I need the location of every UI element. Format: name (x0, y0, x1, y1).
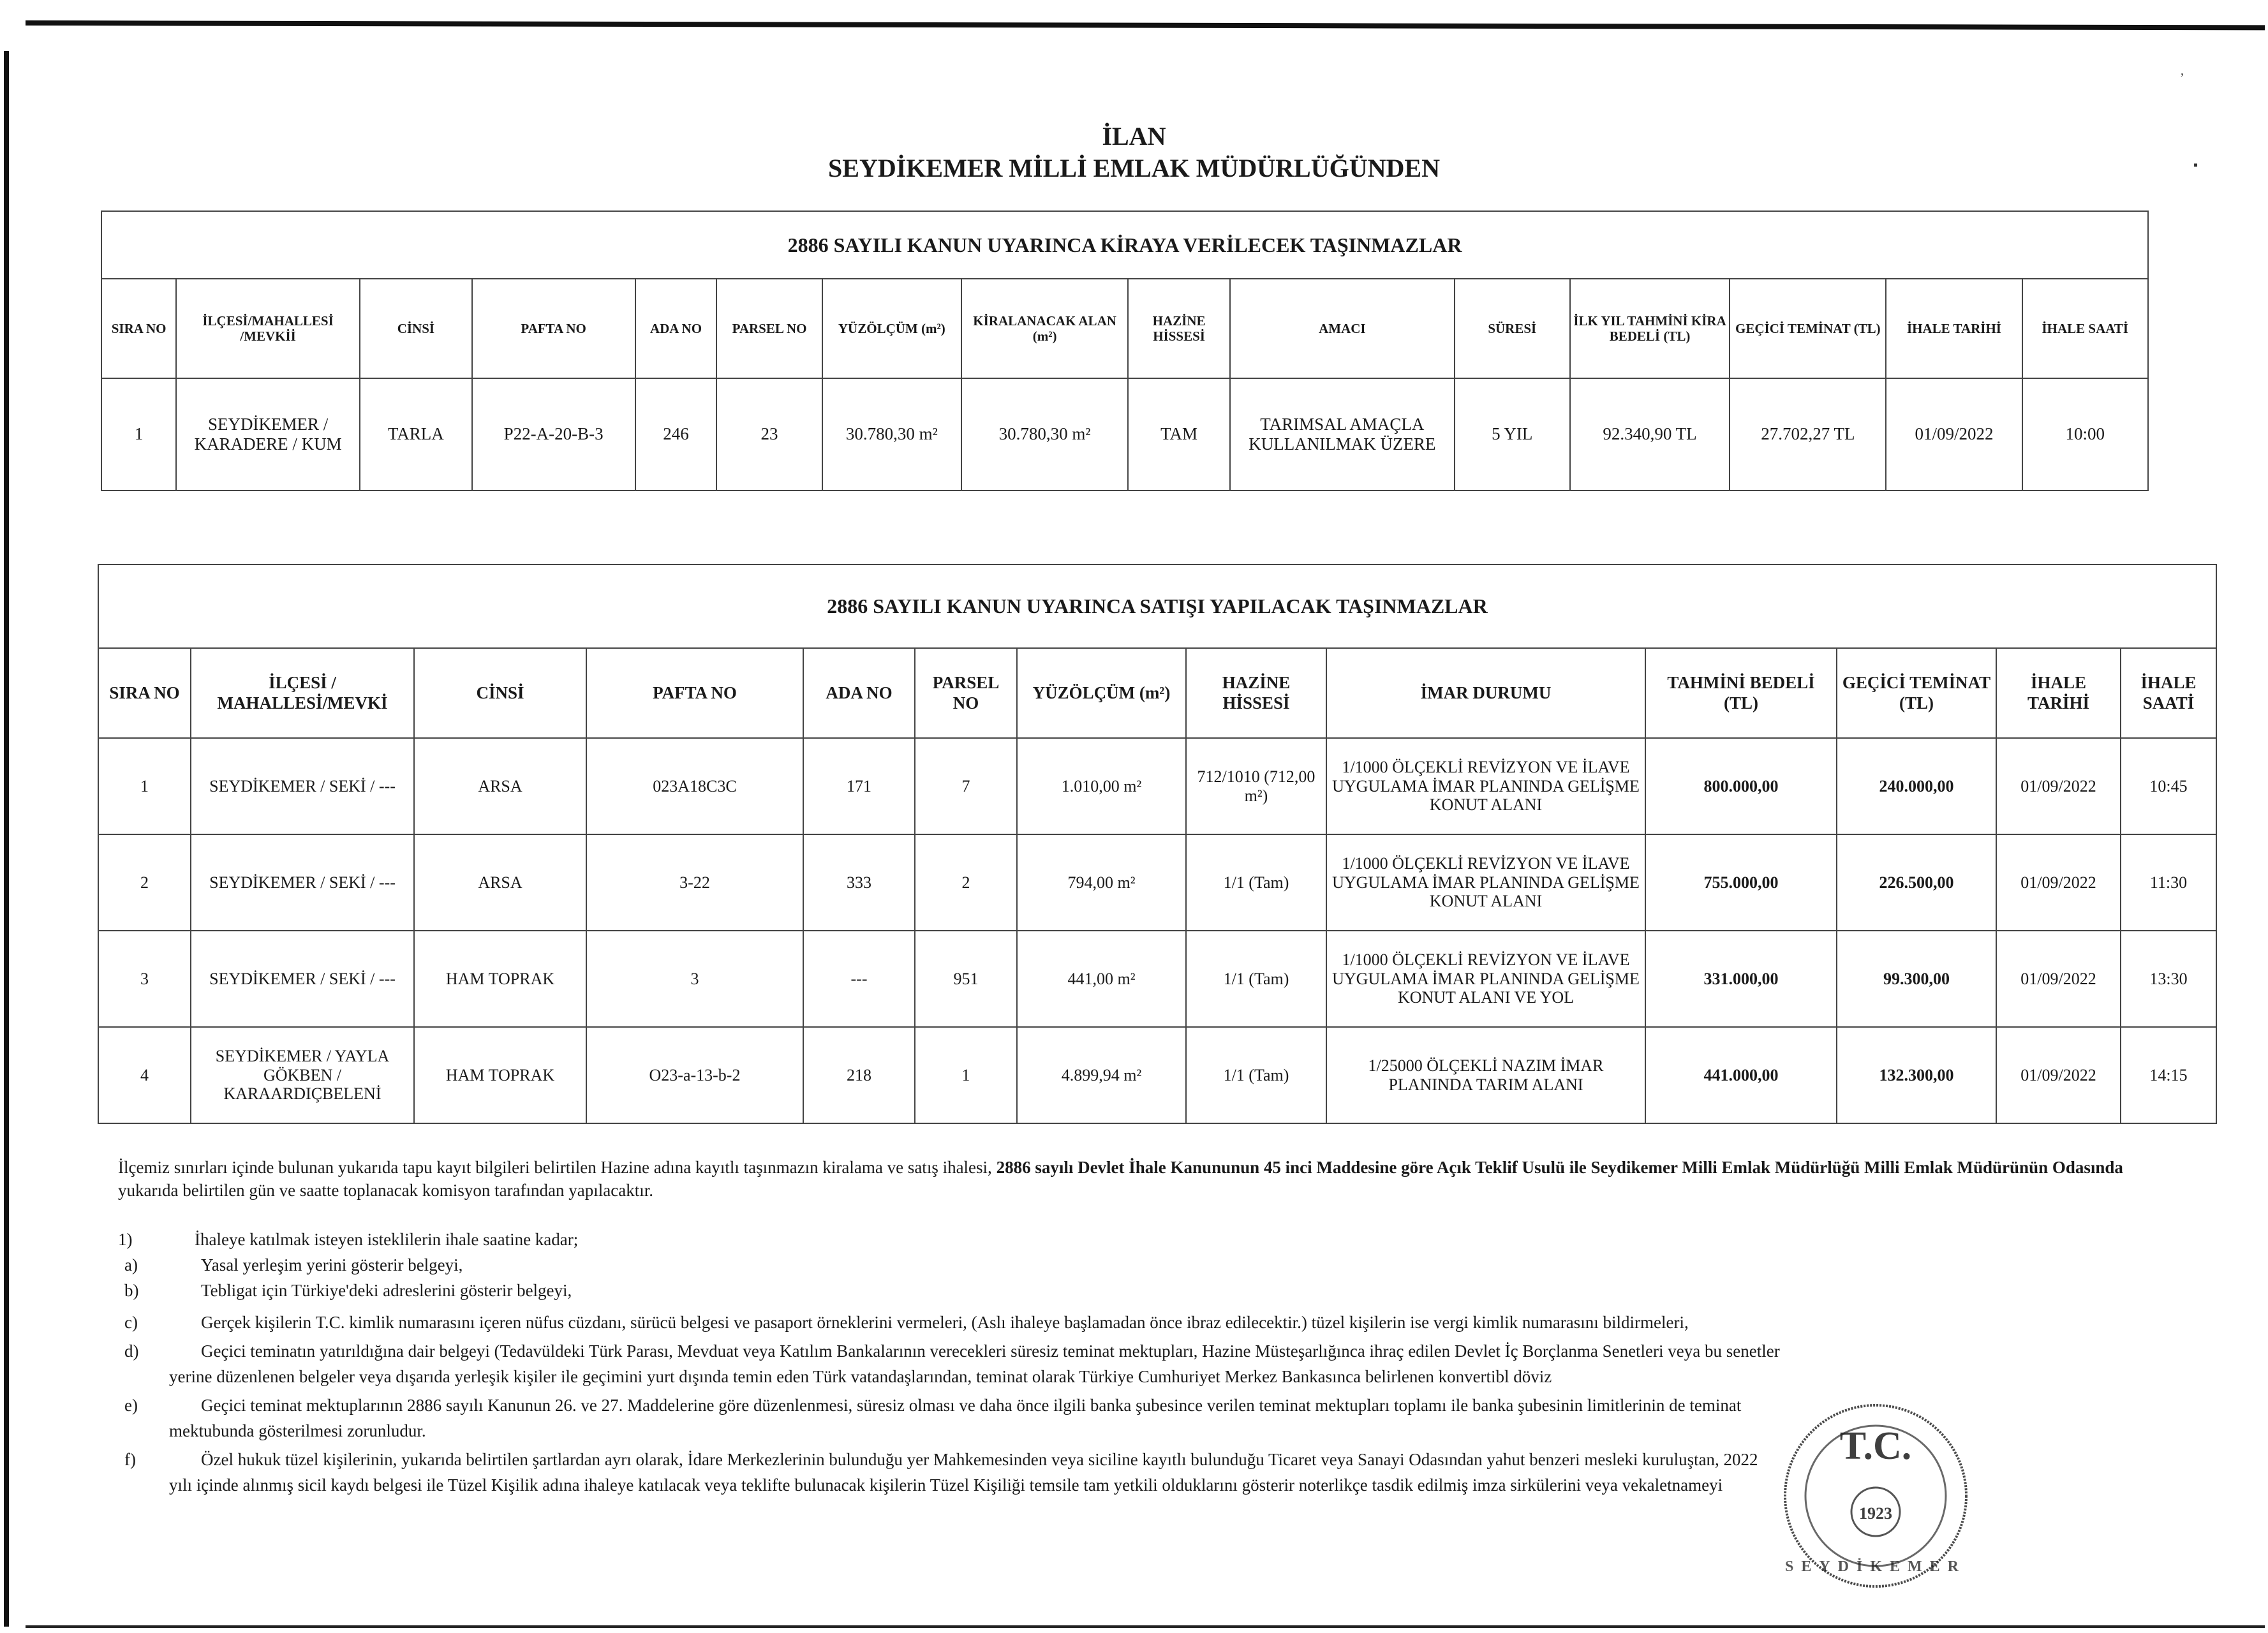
table-cell: SEYDİKEMER / YAYLA GÖKBEN / KARAARDIÇBELENİ (191, 1027, 414, 1123)
scan-edge-bottom (26, 1625, 2265, 1628)
table-cell: 333 (803, 834, 915, 931)
item-text: Geçici teminat mektuplarının 2886 sayılı Kanunun 26. ve 27. Maddelerine göre düzenlenmesi, süresiz olması ve daha önce ilgili banka şubesince verilen teminat mektupları toplamı ile banka şubesinin limitlerinin de teminat (201, 1396, 1742, 1415)
table-cell: 10:00 (2022, 378, 2148, 491)
column-header: PARSEL NO (716, 279, 822, 378)
table-cell: 01/09/2022 (1996, 1027, 2121, 1123)
table-cell: ARSA (414, 738, 586, 834)
table-cell: HAM TOPRAK (414, 931, 586, 1027)
table-cell: 23 (716, 378, 822, 491)
table-cell: --- (803, 931, 915, 1027)
table-cell: 171 (803, 738, 915, 834)
table-cell: 1/1000 ÖLÇEKLİ REVİZYON VE İLAVE UYGULAMA İMAR PLANINDA GELİŞME KONUT ALANI (1326, 738, 1645, 834)
table-cell: 1/1000 ÖLÇEKLİ REVİZYON VE İLAVE UYGULAMA İMAR PLANINDA GELİŞME KONUT ALANI (1326, 834, 1645, 931)
sale-properties-table (98, 564, 2217, 1124)
item-label: c) (124, 1313, 138, 1332)
column-header: YÜZÖLÇÜM (m²) (822, 279, 961, 378)
table-cell: 01/09/2022 (1996, 738, 2121, 834)
table-row (98, 1027, 2216, 1123)
clause-label: 1) (118, 1230, 133, 1249)
column-header: İLÇESİ/MAHALLESİ /MEVKİİ (176, 279, 360, 378)
sale-table-caption: 2886 SAYILI KANUN UYARINCA SATIŞI YAPILACAK TAŞINMAZLAR (98, 565, 2216, 648)
clause-item-d (118, 1340, 2147, 1363)
table-cell: 01/09/2022 (1886, 378, 2022, 491)
column-header: İMAR DURUMU (1326, 648, 1645, 738)
column-header: İLK YIL TAHMİNİ KİRA BEDELİ (TL) (1570, 279, 1730, 378)
table-cell: 246 (635, 378, 717, 491)
table-cell: TARLA (360, 378, 472, 491)
column-header: HAZİNE HİSSESİ (1186, 648, 1326, 738)
column-header: İHALE TARİHİ (1996, 648, 2121, 738)
column-header: YÜZÖLÇÜM (m²) (1017, 648, 1186, 738)
table-cell: 1 (98, 738, 191, 834)
column-header: İHALE SAATİ (2022, 279, 2148, 378)
page-subtitle: SEYDİKEMER MİLLİ EMLAK MÜDÜRLÜĞÜNDEN (828, 154, 1440, 182)
column-header: SÜRESİ (1455, 279, 1570, 378)
column-header: PAFTA NO (586, 648, 803, 738)
column-header: CİNSİ (414, 648, 586, 738)
table-cell: 1/25000 ÖLÇEKLİ NAZIM İMAR PLANINDA TARIM ALANI (1326, 1027, 1645, 1123)
table-cell: 1/1 (Tam) (1186, 834, 1326, 931)
table-row (101, 378, 2148, 491)
table-cell: 10:45 (2121, 738, 2216, 834)
table-cell: 92.340,90 TL (1570, 378, 1730, 491)
table-cell: 30.780,30 m² (961, 378, 1128, 491)
clause-item-f-continuation: yılı içinde alınmış sicil kaydı belgesi ile Tüzel Kişilik adına ihaleye katılacak veya teklifte bulunacak kişilerin Tüzel Kişiliği temsile tam yetkili olduklarını gösterir noterlikçe tasdik edilmiş imza sirkülerini veya vekaletnameyi (169, 1475, 1723, 1495)
table-cell: 1/1000 ÖLÇEKLİ REVİZYON VE İLAVE UYGULAMA İMAR PLANINDA GELİŞME KONUT ALANI VE YOL (1326, 931, 1645, 1027)
table-cell: 1/1 (Tam) (1186, 931, 1326, 1027)
table-cell: 3-22 (586, 834, 803, 931)
table-cell: 1.010,00 m² (1017, 738, 1186, 834)
table-cell: 755.000,00 (1645, 834, 1837, 931)
table-cell: HAM TOPRAK (414, 1027, 586, 1123)
column-header: PAFTA NO (472, 279, 635, 378)
item-text: Geçici teminatın yatırıldığına dair belgeyi (Tedavüldeki Türk Parası, Mevduat veya Katılım Bankalarının verecekleri süresiz teminat mektupları, Hazine Müsteşarlığınca ihraç edilen Devlet İç Borçlanma Senetleri veya bu senetler (201, 1341, 1780, 1361)
table-cell: 240.000,00 (1837, 738, 1996, 834)
intro-text: İlçemiz sınırları içinde bulunan yukarıda tapu kayıt bilgileri belirtilen Hazine adına kayıtlı taşınmazın kiralama ve satış ihalesi, (118, 1158, 997, 1177)
page-title: İLAN (1102, 122, 1166, 151)
clause-item-a (118, 1253, 2147, 1276)
table-cell: 1 (101, 378, 176, 491)
column-header: TAHMİNİ BEDELİ (TL) (1645, 648, 1837, 738)
table-cell: 4 (98, 1027, 191, 1123)
intro-paragraph (118, 1156, 2137, 1202)
item-label: d) (124, 1341, 139, 1361)
table-cell: 023A18C3C (586, 738, 803, 834)
table-cell: 951 (915, 931, 1017, 1027)
column-header: İHALE TARİHİ (1886, 279, 2022, 378)
column-header: HAZİNE HİSSESİ (1128, 279, 1230, 378)
table-cell: 226.500,00 (1837, 834, 1996, 931)
table-cell: P22-A-20-B-3 (472, 378, 635, 491)
seal-ring-text: SEYDİKEMER (1784, 1558, 1967, 1575)
clause-item-d-continuation: yerine düzenlenen belgeler veya dışarıda yerleşik kişiler ile geçimini yurt dışında temin eden Türk vatandaşlarından, teminat olarak Türkiye Cumhuriyet Merkez Bankasınca belirlenen konvertibl döviz (169, 1367, 1552, 1386)
table-row (98, 834, 2216, 931)
table-cell: 712/1010 (712,00 m²) (1186, 738, 1326, 834)
column-header: KİRALANACAK ALAN (m²) (961, 279, 1128, 378)
table-cell: 800.000,00 (1645, 738, 1837, 834)
clause-1 (118, 1228, 2147, 1251)
clause-text: İhaleye katılmak isteyen isteklilerin ihale saatine kadar; (195, 1230, 579, 1249)
sale-table-header-row (98, 648, 2216, 738)
intro-bold-text: 2886 sayılı Devlet İhale Kanununun 45 inci Maddesine göre Açık Teklif Usulü ile Seydikemer Milli Emlak Müdürlüğü Milli Emlak Müdürünün Odasında (996, 1158, 2123, 1177)
column-header: İHALE SAATİ (2121, 648, 2216, 738)
table-cell: TARIMSAL AMAÇLA KULLANILMAK ÜZERE (1230, 378, 1455, 491)
column-header: GEÇİCİ TEMİNAT (TL) (1837, 648, 1996, 738)
item-label: e) (124, 1396, 138, 1415)
intro-text: yukarıda belirtilen gün ve saatte toplanacak komisyon tarafından yapılacaktır. (118, 1181, 653, 1200)
official-seal-stamp (1780, 1400, 1971, 1592)
clause-item-b (118, 1279, 2147, 1302)
seal-year: 1923 (1859, 1504, 1892, 1523)
table-cell: 7 (915, 738, 1017, 834)
clause-item-c (118, 1311, 2147, 1334)
scan-edge-top (26, 20, 2265, 30)
column-header: İLÇESİ / MAHALLESİ/MEVKİ (191, 648, 414, 738)
table-cell: SEYDİKEMER / SEKİ / --- (191, 931, 414, 1027)
table-cell: 1 (915, 1027, 1017, 1123)
item-label: a) (124, 1255, 138, 1275)
rental-properties-table (101, 211, 2149, 491)
table-cell: TAM (1128, 378, 1230, 491)
table-cell: 01/09/2022 (1996, 931, 2121, 1027)
clause-item-e-continuation: mektubunda gösterilmesi zorunludur. (169, 1421, 426, 1440)
column-header: CİNSİ (360, 279, 472, 378)
item-label: b) (124, 1281, 139, 1300)
scan-speck: ▪ (2193, 158, 2198, 172)
table-cell: 218 (803, 1027, 915, 1123)
column-header: PARSEL NO (915, 648, 1017, 738)
table-cell: 11:30 (2121, 834, 2216, 931)
table-cell: SEYDİKEMER / SEKİ / --- (191, 738, 414, 834)
table-cell: 27.702,27 TL (1730, 378, 1886, 491)
table-cell: 5 YIL (1455, 378, 1570, 491)
table-cell: 2 (915, 834, 1017, 931)
table-cell: 99.300,00 (1837, 931, 1996, 1027)
table-cell: 14:15 (2121, 1027, 2216, 1123)
table-cell: 2 (98, 834, 191, 931)
rental-table-header-row (101, 279, 2148, 378)
table-cell: ARSA (414, 834, 586, 931)
table-cell: 13:30 (2121, 931, 2216, 1027)
scan-speck: , (2181, 64, 2184, 78)
table-cell: 01/09/2022 (1996, 834, 2121, 931)
column-header: GEÇİCİ TEMİNAT (TL) (1730, 279, 1886, 378)
rental-table-caption: 2886 SAYILI KANUN UYARINCA KİRAYA VERİLECEK TAŞINMAZLAR (101, 211, 2148, 279)
item-label: f) (124, 1450, 136, 1469)
item-text: Tebligat için Türkiye'deki adreslerini gösterir belgeyi, (201, 1281, 572, 1300)
table-cell: 441.000,00 (1645, 1027, 1837, 1123)
table-cell: SEYDİKEMER / KARADERE / KUM (176, 378, 360, 491)
table-row (98, 738, 2216, 834)
table-cell: 794,00 m² (1017, 834, 1186, 931)
item-text: Yasal yerleşim yerini gösterir belgeyi, (201, 1255, 463, 1275)
column-header: SIRA NO (101, 279, 176, 378)
table-cell: 3 (98, 931, 191, 1027)
scan-edge-left (4, 51, 9, 1627)
table-cell: SEYDİKEMER / SEKİ / --- (191, 834, 414, 931)
table-cell: 3 (586, 931, 803, 1027)
column-header: ADA NO (635, 279, 717, 378)
column-header: AMACI (1230, 279, 1455, 378)
table-cell: 331.000,00 (1645, 931, 1837, 1027)
seal-letters: T.C. (1839, 1424, 1912, 1468)
table-row (98, 931, 2216, 1027)
table-cell: 132.300,00 (1837, 1027, 1996, 1123)
table-cell: 441,00 m² (1017, 931, 1186, 1027)
item-text: Özel hukuk tüzel kişilerinin, yukarıda belirtilen şartlardan ayrı olarak, İdare Merkezlerinin bulunduğu yer Mahkemesinden veya siciline kayıtlı bulunduğu Ticaret veya Sanayi Odasından yahut benzeri mesleki kuruluştan, 2022 (201, 1450, 1758, 1469)
table-cell: 1/1 (Tam) (1186, 1027, 1326, 1123)
column-header: SIRA NO (98, 648, 191, 738)
column-header: ADA NO (803, 648, 915, 738)
table-cell: 4.899,94 m² (1017, 1027, 1186, 1123)
item-text: Gerçek kişilerin T.C. kimlik numarasını içeren nüfus cüzdanı, sürücü belgesi ve pasaport örneklerini vermeleri, (Aslı ihaleye başlamadan önce ibraz edilecektir.) tüzel kişilerin ise vergi kimlik numarasını bildirmeleri, (201, 1313, 1689, 1332)
table-cell: O23-a-13-b-2 (586, 1027, 803, 1123)
table-cell: 30.780,30 m² (822, 378, 961, 491)
